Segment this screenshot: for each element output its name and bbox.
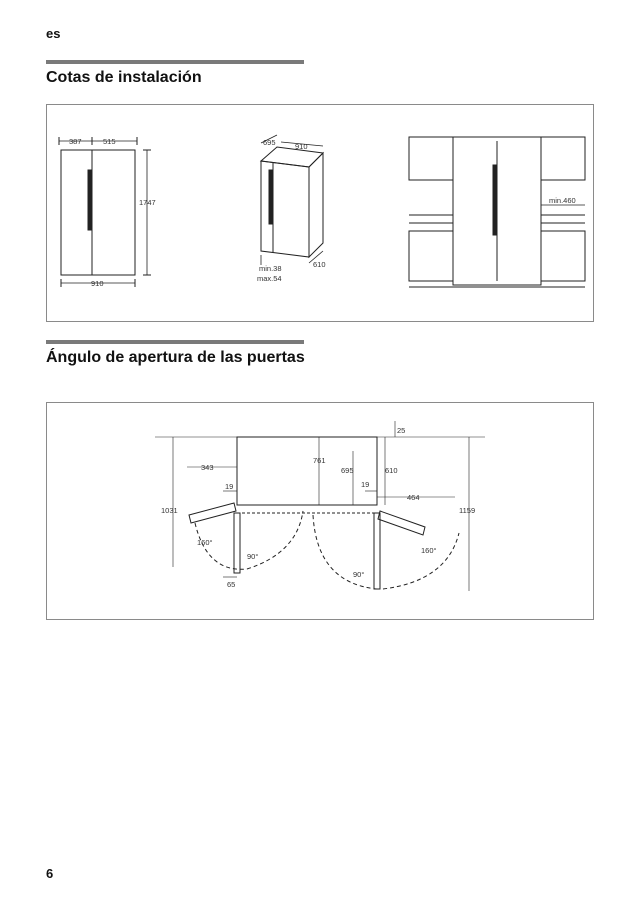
installation-diagram-box [46, 104, 594, 322]
dim-1159: 1159 [459, 506, 476, 515]
dim-25: 25 [397, 426, 406, 435]
dim-695: 695 [263, 138, 276, 147]
dim-695: 695 [341, 466, 354, 475]
angle-160-right: 160° [421, 546, 437, 555]
dim-515: 515 [103, 137, 116, 146]
angle-90-left: 90° [247, 552, 259, 561]
angle-160-left: 160° [197, 538, 213, 547]
page-number: 6 [46, 866, 54, 881]
dim-min460: min.460 [549, 196, 576, 205]
dim-1747: 1747 [139, 198, 156, 207]
dim-610: 610 [385, 466, 398, 475]
dim-min38: min.38 [259, 264, 282, 273]
dim-610: 610 [313, 260, 326, 269]
dim-761: 761 [313, 456, 326, 465]
language-code: es [46, 26, 61, 41]
fridge-front-view [61, 150, 135, 275]
dim-910-side: 910 [295, 142, 308, 151]
dim-65: 65 [227, 580, 236, 589]
section-title-door-angle: Ángulo de apertura de las puertas [46, 349, 305, 366]
dim-19-left: 19 [225, 482, 234, 491]
section-title-installation: Cotas de instalación [46, 69, 202, 86]
dim-1031: 1031 [161, 506, 178, 515]
door-angle-diagram [47, 403, 593, 619]
section-rule [46, 340, 304, 344]
fridge-side-top [261, 147, 323, 167]
fridge-top-view [237, 437, 377, 505]
dim-464: 464 [407, 493, 420, 502]
dim-387: 387 [69, 137, 82, 146]
door-angle-diagram-box [46, 402, 594, 620]
dim-343: 343 [201, 463, 214, 472]
section-rule [46, 60, 304, 64]
dim-max54: max.54 [257, 274, 282, 283]
angle-90-right: 90° [353, 570, 365, 579]
installation-diagram [47, 105, 593, 321]
dim-19-right: 19 [361, 480, 370, 489]
dim-910-front: 910 [91, 279, 104, 288]
